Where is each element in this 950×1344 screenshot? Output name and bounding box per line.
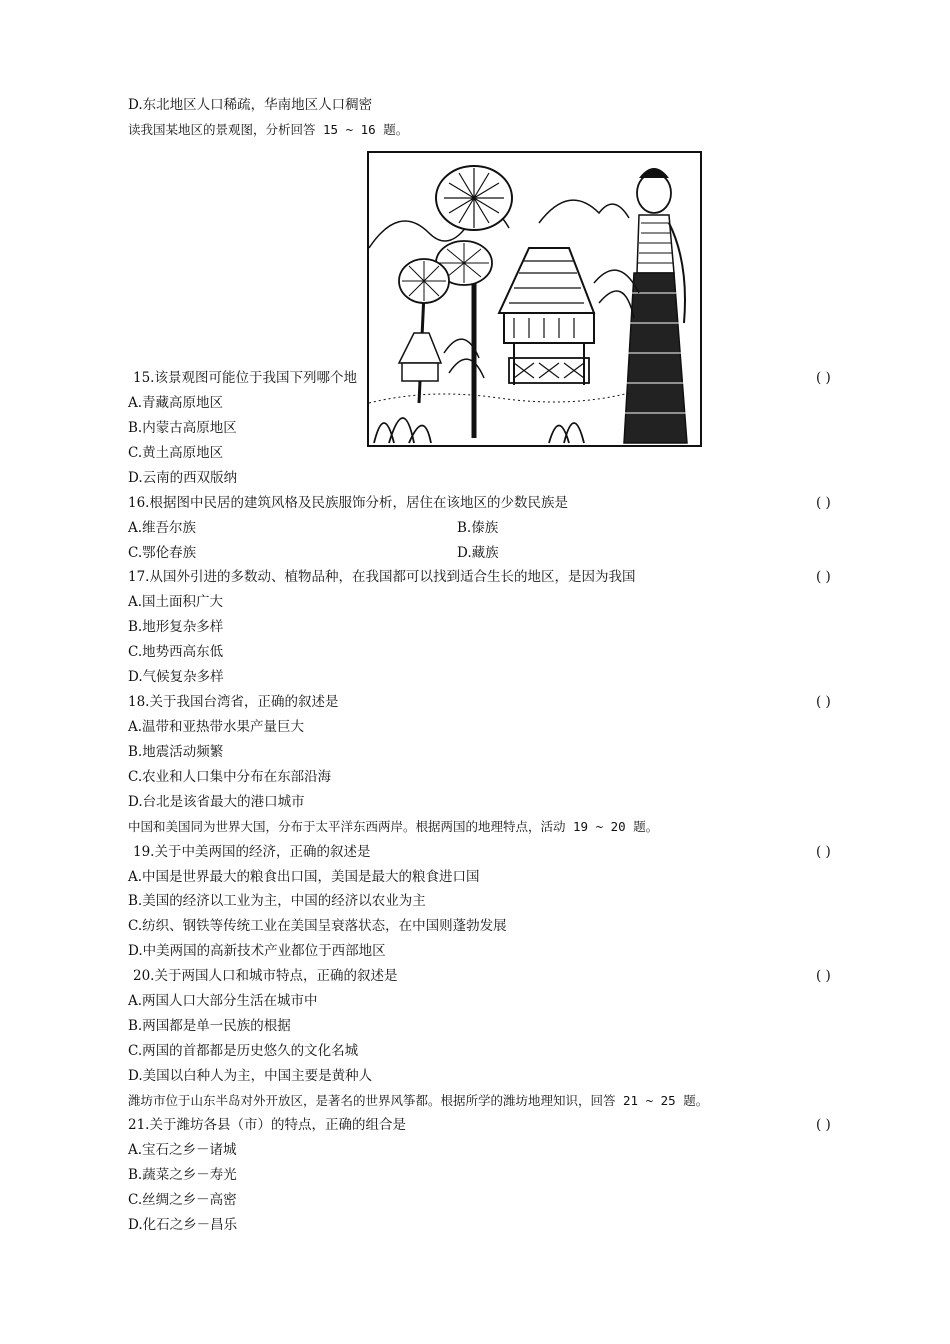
answer-blank[interactable]: ( )	[816, 694, 831, 710]
option-line: C.丝绸之乡－高密	[128, 1192, 237, 1208]
option-line: C.鄂伦春族	[128, 545, 197, 561]
option-line: A.温带和亚热带水果产量巨大	[128, 719, 305, 735]
option-line: B.地震活动频繁	[128, 744, 224, 760]
option-line: D.中美两国的高新技术产业都位于西部地区	[128, 943, 386, 959]
option-line: D.云南的西双版纳	[128, 470, 238, 486]
option-line: C.地势西高东低	[128, 644, 224, 660]
option-line: D.化石之乡－昌乐	[128, 1217, 238, 1233]
option-line: D.美国以白种人为主，中国主要是黄种人	[128, 1068, 373, 1084]
option-line: B.蔬菜之乡－寿光	[128, 1167, 237, 1183]
question-intro: 中国和美国同为世界大国，分布于太平洋东西两岸。根据两国的地理特点，活动 19 ~ 20 题。	[128, 819, 659, 834]
option-line: D.台北是该省最大的港口城市	[128, 794, 305, 810]
option-line: A.宝石之乡－诸城	[128, 1142, 237, 1158]
option-line: D.东北地区人口稀疏，华南地区人口稠密	[128, 97, 373, 113]
option-line: C.农业和人口集中分布在东部沿海	[128, 769, 332, 785]
option-line: B.傣族	[457, 520, 499, 536]
answer-blank[interactable]: ( )	[816, 844, 831, 860]
question-intro: 读我国某地区的景观图，分析回答 15 ~ 16 题。	[128, 122, 409, 137]
option-line: A.国土面积广大	[128, 594, 224, 610]
answer-blank[interactable]: ( )	[816, 569, 831, 585]
option-line: C.两国的首都都是历史悠久的文化名城	[128, 1043, 359, 1059]
option-line: B.美国的经济以工业为主，中国的经济以农业为主	[128, 893, 426, 909]
answer-blank[interactable]: ( )	[816, 1117, 831, 1133]
question-21: 21.关于潍坊各县（市）的特点，正确的组合是	[128, 1117, 406, 1133]
option-line: C.纺织、钢铁等传统工业在美国呈衰落状态，在中国则蓬勃发展	[128, 918, 507, 934]
option-line: B.内蒙古高原地区	[128, 420, 237, 436]
option-line: A.中国是世界最大的粮食出口国，美国是最大的粮食进口国	[128, 869, 480, 885]
question-18: 18.关于我国台湾省，正确的叙述是	[128, 694, 339, 710]
answer-blank[interactable]: ( )	[816, 370, 831, 386]
question-19: 19.关于中美两国的经济，正确的叙述是	[133, 844, 371, 860]
question-intro: 潍坊市位于山东半岛对外开放区，是著名的世界风筝都。根据所学的潍坊地理知识，回答 21 ~ 25 题。	[128, 1093, 709, 1108]
question-15: 15.该景观图可能位于我国下列哪个地	[133, 370, 357, 386]
option-line: A.维吾尔族	[128, 520, 197, 536]
option-line: D.藏族	[457, 545, 499, 561]
option-line: C.黄土高原地区	[128, 445, 224, 461]
option-line: A.两国人口大部分生活在城市中	[128, 993, 318, 1009]
answer-blank[interactable]: ( )	[816, 968, 831, 984]
option-line: B.两国都是单一民族的根据	[128, 1018, 291, 1034]
option-line: A.青藏高原地区	[128, 395, 224, 411]
option-line: D.气候复杂多样	[128, 669, 224, 685]
landscape-illustration	[367, 151, 702, 447]
question-20: 20.关于两国人口和城市特点，正确的叙述是	[133, 968, 398, 984]
option-line: B.地形复杂多样	[128, 619, 224, 635]
question-17: 17.从国外引进的多数动、植物品种，在我国都可以找到适合生长的地区，是因为我国	[128, 569, 636, 585]
question-16: 16.根据图中民居的建筑风格及民族服饰分析，居住在该地区的少数民族是	[128, 495, 568, 511]
answer-blank[interactable]: ( )	[816, 495, 831, 511]
